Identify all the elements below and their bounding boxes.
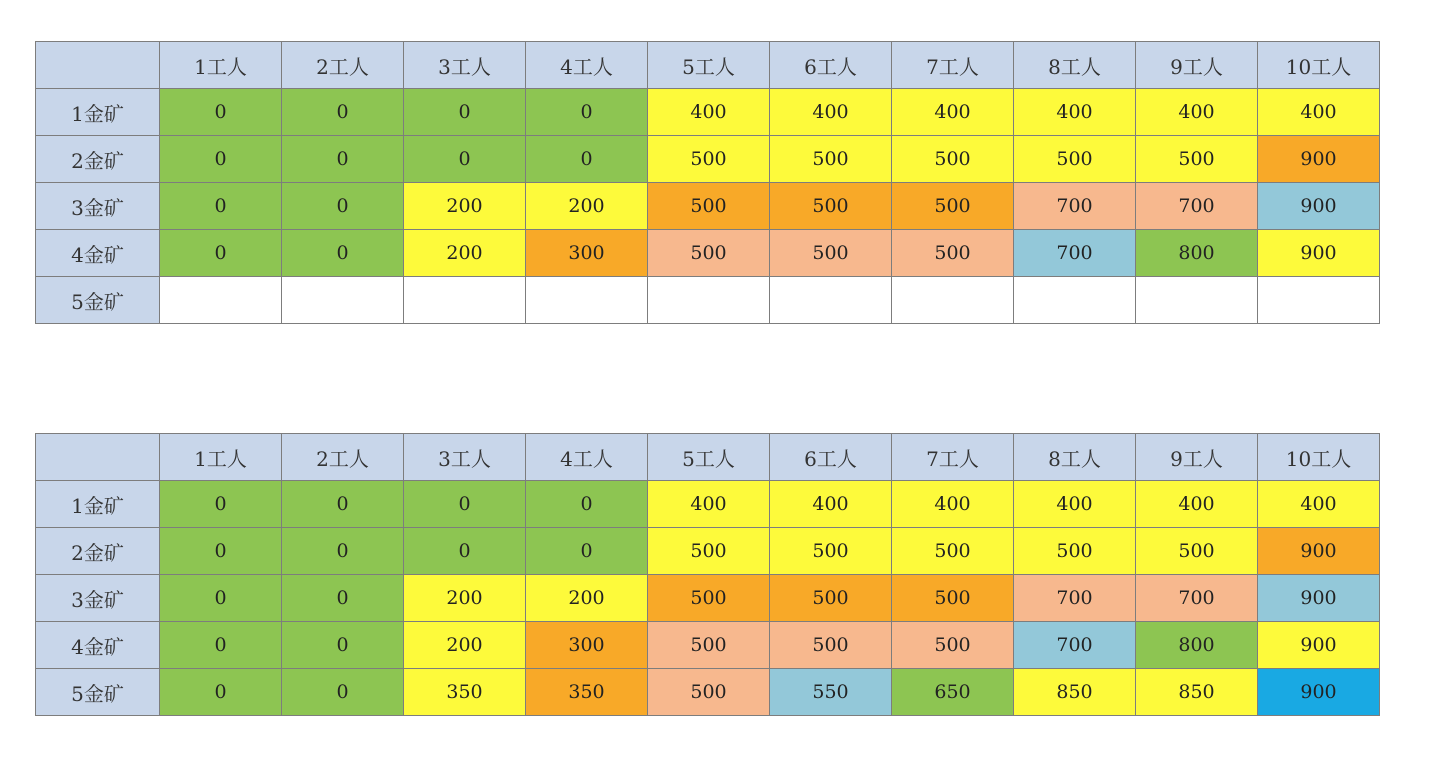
value-cell: 0 [160,136,282,183]
row-header: 2金矿 [36,528,160,575]
value-cell: 0 [282,481,404,528]
table-row [36,277,1380,324]
value-cell: 0 [282,622,404,669]
header-row [36,42,1380,89]
value-cell: 400 [770,481,892,528]
value-cell: 900 [1258,528,1380,575]
value-cell: 900 [1258,183,1380,230]
value-cell: 350 [404,669,526,716]
table-row [36,481,1380,528]
value-cell: 700 [1014,183,1136,230]
value-cell: 500 [1136,136,1258,183]
column-header: 3工人 [404,42,526,89]
value-cell: 0 [404,136,526,183]
value-cell: 0 [282,183,404,230]
value-cell: 0 [160,230,282,277]
corner-cell [36,434,160,481]
value-cell: 0 [282,669,404,716]
value-cell: 900 [1258,622,1380,669]
value-cell: 0 [282,575,404,622]
value-cell [648,277,770,324]
value-cell: 500 [892,136,1014,183]
value-cell [526,277,648,324]
value-cell: 850 [1136,669,1258,716]
value-cell: 900 [1258,575,1380,622]
value-cell: 400 [770,89,892,136]
row-header: 3金矿 [36,183,160,230]
table-row [36,622,1380,669]
value-cell: 0 [282,528,404,575]
value-cell: 0 [160,622,282,669]
value-cell: 500 [648,575,770,622]
value-cell: 200 [404,622,526,669]
row-header: 4金矿 [36,230,160,277]
table-row [36,669,1380,716]
table-row [36,89,1380,136]
value-cell: 0 [282,230,404,277]
column-header: 8工人 [1014,434,1136,481]
value-cell: 500 [892,622,1014,669]
value-cell [1258,277,1380,324]
column-header: 1工人 [160,42,282,89]
column-header: 7工人 [892,42,1014,89]
value-cell [892,277,1014,324]
table-row [36,575,1380,622]
value-cell: 200 [404,183,526,230]
value-cell: 350 [526,669,648,716]
value-cell: 0 [404,89,526,136]
value-cell: 800 [1136,230,1258,277]
value-cell: 500 [892,528,1014,575]
value-cell: 400 [1136,89,1258,136]
value-cell: 400 [648,481,770,528]
allocation-table-1 [35,41,1380,324]
row-header: 5金矿 [36,669,160,716]
column-header: 2工人 [282,434,404,481]
value-cell: 500 [892,230,1014,277]
value-cell: 0 [526,481,648,528]
value-cell: 200 [526,575,648,622]
value-cell: 0 [404,481,526,528]
value-cell: 300 [526,230,648,277]
value-cell: 550 [770,669,892,716]
value-cell: 700 [1014,230,1136,277]
value-cell: 200 [526,183,648,230]
table-row [36,136,1380,183]
value-cell: 0 [160,183,282,230]
value-cell: 900 [1258,136,1380,183]
value-cell: 0 [160,575,282,622]
value-cell: 400 [1258,481,1380,528]
row-header: 1金矿 [36,481,160,528]
value-cell: 500 [648,669,770,716]
column-header: 2工人 [282,42,404,89]
corner-cell [36,42,160,89]
allocation-table-2 [35,433,1380,716]
column-header: 9工人 [1136,434,1258,481]
value-cell: 0 [160,528,282,575]
value-cell [404,277,526,324]
value-cell: 500 [1014,136,1136,183]
value-cell: 500 [770,136,892,183]
value-cell: 400 [1258,89,1380,136]
value-cell: 500 [770,230,892,277]
value-cell: 0 [282,89,404,136]
column-header: 8工人 [1014,42,1136,89]
value-cell: 900 [1258,669,1380,716]
value-cell: 300 [526,622,648,669]
header-row [36,434,1380,481]
value-cell: 500 [648,230,770,277]
value-cell: 500 [770,528,892,575]
value-cell: 400 [648,89,770,136]
row-header: 1金矿 [36,89,160,136]
column-header: 4工人 [526,42,648,89]
value-cell: 500 [1136,528,1258,575]
table-row [36,183,1380,230]
column-header: 6工人 [770,42,892,89]
table-row [36,528,1380,575]
value-cell: 700 [1014,622,1136,669]
value-cell: 650 [892,669,1014,716]
value-cell: 0 [526,89,648,136]
value-cell: 800 [1136,622,1258,669]
value-cell: 850 [1014,669,1136,716]
value-cell: 0 [526,136,648,183]
value-cell: 0 [526,528,648,575]
value-cell: 500 [770,575,892,622]
value-cell: 400 [1014,89,1136,136]
column-header: 1工人 [160,434,282,481]
value-cell: 500 [648,136,770,183]
value-cell: 500 [892,183,1014,230]
value-cell: 200 [404,230,526,277]
table-row [36,230,1380,277]
row-header: 3金矿 [36,575,160,622]
column-header: 5工人 [648,434,770,481]
value-cell: 700 [1136,575,1258,622]
row-header: 4金矿 [36,622,160,669]
value-cell: 400 [892,89,1014,136]
value-cell [282,277,404,324]
column-header: 3工人 [404,434,526,481]
value-cell: 0 [404,528,526,575]
column-header: 4工人 [526,434,648,481]
column-header: 6工人 [770,434,892,481]
value-cell [770,277,892,324]
value-cell: 500 [648,528,770,575]
value-cell [1014,277,1136,324]
value-cell: 0 [282,136,404,183]
value-cell: 500 [1014,528,1136,575]
row-header: 2金矿 [36,136,160,183]
value-cell: 500 [892,575,1014,622]
column-header: 10工人 [1258,434,1380,481]
value-cell: 400 [892,481,1014,528]
row-header: 5金矿 [36,277,160,324]
column-header: 5工人 [648,42,770,89]
value-cell: 400 [1136,481,1258,528]
value-cell: 500 [648,622,770,669]
value-cell: 700 [1136,183,1258,230]
column-header: 9工人 [1136,42,1258,89]
value-cell: 900 [1258,230,1380,277]
value-cell: 0 [160,89,282,136]
value-cell [1136,277,1258,324]
value-cell [160,277,282,324]
value-cell: 0 [160,481,282,528]
value-cell: 500 [770,622,892,669]
value-cell: 0 [160,669,282,716]
column-header: 7工人 [892,434,1014,481]
column-header: 10工人 [1258,42,1380,89]
value-cell: 500 [770,183,892,230]
value-cell: 700 [1014,575,1136,622]
value-cell: 500 [648,183,770,230]
value-cell: 200 [404,575,526,622]
value-cell: 400 [1014,481,1136,528]
